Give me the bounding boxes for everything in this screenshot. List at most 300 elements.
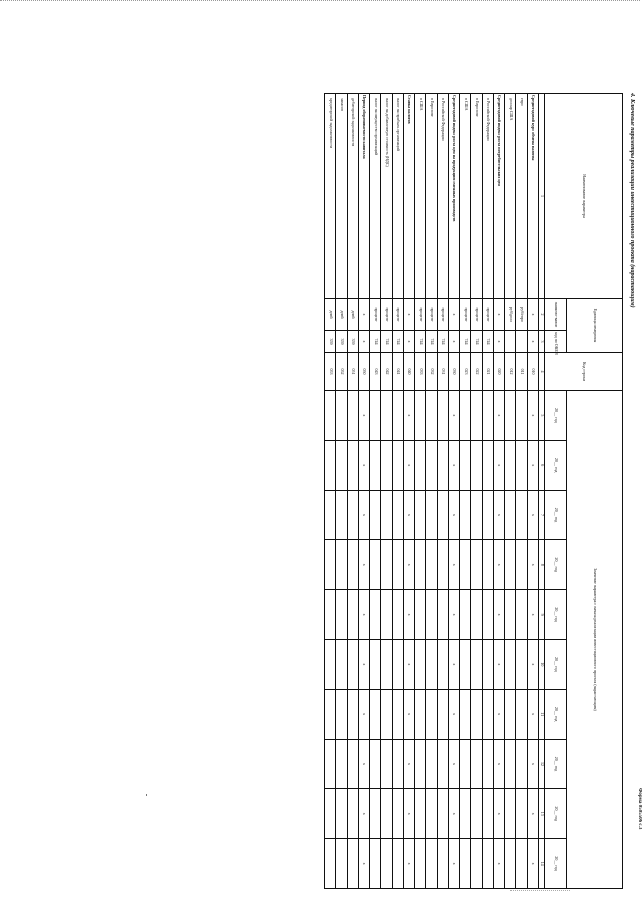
value-cell: х [359,839,370,889]
unit-name: процент [381,299,392,331]
value-cell [505,789,516,839]
column-number: 6 [539,440,545,490]
value-cell [381,440,392,490]
value-cell [325,689,337,739]
value-cell [460,440,471,490]
value-cell: х [404,490,415,540]
form-code: Форма 0505506 с.3 [637,788,642,830]
header-unit-okei: код по ОКЕИ [545,331,567,353]
column-number: 3 [539,331,545,353]
value-cell: х [449,590,460,640]
value-cell [426,739,437,789]
parameter-name: в Еврозоне [426,94,437,299]
unit-okei: 744 [437,331,448,353]
unit-okei: х [359,331,370,353]
parameter-name: налог на добавленную стоимость (НДС) [381,94,392,299]
value-cell: х [494,490,505,540]
line-code: 052 [336,353,347,391]
value-cell [471,789,482,839]
value-cell: х [359,391,370,441]
value-cell [505,440,516,490]
value-cell [426,789,437,839]
value-cell [415,839,426,889]
value-cell [437,490,448,540]
table-row [505,94,516,889]
value-cell [392,689,403,739]
value-cell: х [404,639,415,689]
value-cell [370,440,381,490]
line-code: 031 [437,353,448,391]
value-cell [336,839,347,889]
value-cell [471,391,482,441]
line-code: 042 [381,353,392,391]
value-cell [347,689,358,739]
value-cell: х [359,490,370,540]
value-cell [437,639,448,689]
section-title: 4. Ключевые параметры реализации инвестиционного проекта (нарастающим) [629,93,635,308]
value-cell: х [494,590,505,640]
unit-okei: 359 [347,331,358,353]
unit-name: процент [392,299,403,331]
table-row [404,94,415,889]
value-cell [516,639,527,689]
parameter-name: Ставка налогов [404,94,415,299]
value-cell: х [404,540,415,590]
table-row [370,94,381,889]
unit-okei: 744 [415,331,426,353]
parameter-name: Среднегодовой индекс роста цен на продукцию смежных производств [449,94,460,299]
table-row [336,94,347,889]
value-cell [347,590,358,640]
unit-name: х [494,299,505,331]
value-cell [437,590,448,640]
unit-okei: 744 [392,331,403,353]
value-cell: х [404,739,415,789]
column-number: 7 [539,490,545,540]
value-cell [381,639,392,689]
table-row [325,94,337,889]
value-cell: х [404,839,415,889]
unit-name: руб/евро [516,299,527,331]
line-code: 041 [392,353,403,391]
line-code: 053 [325,353,337,391]
unit-name: дней [347,299,358,331]
value-cell [460,789,471,839]
value-cell: х [449,391,460,441]
unit-okei: 744 [426,331,437,353]
value-cell [370,689,381,739]
value-cell [370,839,381,889]
value-cell: х [404,789,415,839]
value-cell: х [527,590,538,640]
line-code: 023 [460,353,471,391]
table-row [437,94,448,889]
value-cell [482,590,493,640]
header-line-code: Код строки [545,353,623,391]
value-cell [460,689,471,739]
scan-edge [510,890,570,891]
value-cell: х [359,440,370,490]
value-cell [392,440,403,490]
column-number: 8 [539,540,545,590]
unit-okei: 744 [471,331,482,353]
value-cell [325,739,337,789]
unit-okei: 744 [370,331,381,353]
unit-okei [505,331,516,353]
value-cell [460,540,471,590]
unit-name: х [404,299,415,331]
unit-okei: х [449,331,460,353]
header-year: 20__ год [545,689,567,739]
value-cell: х [494,789,505,839]
parameter-name: в США [415,94,426,299]
value-cell [370,639,381,689]
column-number: 2 [539,299,545,331]
value-cell [392,590,403,640]
value-cell [336,739,347,789]
value-cell [325,590,337,640]
value-cell: х [449,839,460,889]
value-cell [336,789,347,839]
value-cell [336,540,347,590]
value-cell [460,590,471,640]
value-cell [347,440,358,490]
value-cell [516,391,527,441]
line-code: 011 [516,353,527,391]
value-cell [426,590,437,640]
value-cell [437,789,448,839]
value-cell [505,540,516,590]
parameter-name: в Российской Федерации [437,94,448,299]
value-cell: х [449,639,460,689]
value-cell [426,391,437,441]
parameter-name: дебиторской задолженности [347,94,358,299]
value-cell: х [527,789,538,839]
unit-name: процент [460,299,471,331]
value-cell [460,739,471,789]
value-cell [325,639,337,689]
line-code: 010 [527,353,538,391]
parameter-name: кредиторской задолженности [325,94,337,299]
value-cell: х [449,540,460,590]
value-cell [336,639,347,689]
value-cell [392,739,403,789]
value-cell: х [449,739,460,789]
value-cell [482,689,493,739]
value-cell: х [449,689,460,739]
table-row [471,94,482,889]
value-cell [336,689,347,739]
value-cell: х [494,739,505,789]
table-row [347,94,358,889]
value-cell [505,839,516,889]
parameter-name: доллар США [505,94,516,299]
value-cell [325,839,337,889]
value-cell [505,689,516,739]
value-cell [381,391,392,441]
parameter-name: Среднегодовой курс обмена валюты [527,94,538,299]
unit-okei: 359 [325,331,337,353]
value-cell: х [527,391,538,441]
value-cell: х [494,689,505,739]
value-cell [516,789,527,839]
value-cell: х [494,440,505,490]
value-cell [370,739,381,789]
value-cell [516,590,527,640]
header-year: 20__ год [545,839,567,889]
header-year: 20__ год [545,391,567,441]
unit-okei: 744 [381,331,392,353]
table-row [494,94,505,889]
unit-name: х [527,299,538,331]
value-cell [437,839,448,889]
value-cell [471,689,482,739]
rotated-form [324,93,642,888]
line-code: 033 [415,353,426,391]
value-cell [437,391,448,441]
table-row [527,94,538,889]
value-cell [370,490,381,540]
value-cell [482,440,493,490]
unit-name: процент [370,299,381,331]
column-number: 5 [539,391,545,441]
value-cell [370,590,381,640]
value-cell [336,440,347,490]
value-cell [437,540,448,590]
value-cell: х [527,490,538,540]
value-cell: х [494,391,505,441]
value-cell [415,639,426,689]
value-cell [505,391,516,441]
value-cell [437,440,448,490]
value-cell [370,540,381,590]
value-cell [347,490,358,540]
value-cell [516,739,527,789]
value-cell [482,391,493,441]
value-cell [381,739,392,789]
value-cell [460,839,471,889]
value-cell [325,789,337,839]
column-number: 9 [539,590,545,640]
header-year: 20__ год [545,540,567,590]
unit-name: процент [437,299,448,331]
unit-okei: 744 [460,331,471,353]
value-cell [325,540,337,590]
unit-name: процент [471,299,482,331]
table-row [460,94,471,889]
unit-name: руб/долл [505,299,516,331]
header-values-group: Значение параметра с начала реализации инвестиционного проекта (нарастающим) [567,391,623,889]
value-cell [505,490,516,540]
column-number: 11 [539,689,545,739]
line-code: 030 [449,353,460,391]
value-cell [516,540,527,590]
value-cell [325,391,337,441]
value-cell [347,391,358,441]
value-cell [347,540,358,590]
value-cell [482,739,493,789]
value-cell [471,490,482,540]
value-cell [471,739,482,789]
value-cell [426,440,437,490]
value-cell [347,639,358,689]
unit-name: процент [482,299,493,331]
header-year: 20__ год [545,490,567,540]
value-cell [325,490,337,540]
value-cell: х [404,391,415,441]
value-cell: х [527,639,538,689]
parameter-name: налог на прибыль организаций [392,94,403,299]
header-year: 20__ год [545,440,567,490]
value-cell [392,639,403,689]
header-year: 20__ год [545,639,567,689]
value-cell [505,739,516,789]
unit-name: х [359,299,370,331]
header-unit-name: наимено-вание [545,299,567,331]
unit-okei: 359 [336,331,347,353]
value-cell [426,639,437,689]
value-cell [381,789,392,839]
parameters-table [324,93,623,889]
value-cell: х [404,689,415,739]
value-cell [392,490,403,540]
parameter-name: в США [460,94,471,299]
line-code: 051 [347,353,358,391]
parameter-name: евро [516,94,527,299]
value-cell [426,689,437,739]
value-cell [381,540,392,590]
value-cell [460,391,471,441]
value-cell [381,689,392,739]
parameter-name: в Еврозоне [471,94,482,299]
value-cell: х [404,590,415,640]
value-cell [516,440,527,490]
line-code: 021 [482,353,493,391]
value-cell: х [527,689,538,739]
table-row [426,94,437,889]
value-cell [471,839,482,889]
header-year: 20__ год [545,590,567,640]
value-cell [415,590,426,640]
parameter-name: Среднегодовой индекс роста потребительских цен [494,94,505,299]
unit-name: процент [426,299,437,331]
value-cell [415,789,426,839]
table-row [392,94,403,889]
table-row [381,94,392,889]
value-cell [505,639,516,689]
value-cell [392,391,403,441]
table-row [415,94,426,889]
value-cell [392,839,403,889]
column-number: 10 [539,639,545,689]
value-cell [336,391,347,441]
line-code: 040 [404,353,415,391]
header-year: 20__ год [545,739,567,789]
value-cell [482,540,493,590]
line-code: 043 [370,353,381,391]
table-row [359,94,370,889]
line-code: 022 [471,353,482,391]
value-cell [415,689,426,739]
value-cell: х [494,540,505,590]
value-cell [482,490,493,540]
value-cell [505,590,516,640]
value-cell: х [359,689,370,739]
value-cell: х [359,590,370,640]
value-cell [482,639,493,689]
value-cell [370,391,381,441]
parameter-name: налог на имущество организаций [370,94,381,299]
value-cell: х [359,739,370,789]
value-cell: х [527,540,538,590]
value-cell [437,689,448,739]
value-cell [426,490,437,540]
value-cell [415,440,426,490]
value-cell [516,689,527,739]
value-cell [381,839,392,889]
line-code: 050 [359,353,370,391]
value-cell: х [449,789,460,839]
value-cell [347,739,358,789]
value-cell: х [527,440,538,490]
value-cell [370,789,381,839]
value-cell [471,590,482,640]
value-cell [415,540,426,590]
value-cell [516,490,527,540]
value-cell [426,540,437,590]
value-cell [392,540,403,590]
unit-okei: 744 [482,331,493,353]
line-code: 012 [505,353,516,391]
value-cell: х [494,639,505,689]
unit-okei [516,331,527,353]
table-row [449,94,460,889]
value-cell [415,391,426,441]
value-cell [426,839,437,889]
table-row [482,94,493,889]
value-cell [381,590,392,640]
unit-name: дней [325,299,337,331]
value-cell [415,739,426,789]
scan-edge [0,0,640,3]
column-number: 13 [539,789,545,839]
unit-name: дней [336,299,347,331]
value-cell [392,789,403,839]
value-cell: х [404,440,415,490]
column-number: 1 [539,94,545,299]
value-cell [471,540,482,590]
unit-name: процент [415,299,426,331]
value-cell: х [449,490,460,540]
unit-name: х [449,299,460,331]
value-cell [336,590,347,640]
line-code: 032 [426,353,437,391]
value-cell [482,789,493,839]
value-cell: х [359,639,370,689]
value-cell [437,739,448,789]
value-cell [381,490,392,540]
unit-okei: х [404,331,415,353]
value-cell: х [527,839,538,889]
header-year: 20__ год [545,789,567,839]
unit-okei: х [527,331,538,353]
parameter-name: запасов [336,94,347,299]
table-row [516,94,527,889]
column-number: 4 [539,353,545,391]
value-cell [471,440,482,490]
value-cell [460,490,471,540]
column-number: 14 [539,839,545,889]
